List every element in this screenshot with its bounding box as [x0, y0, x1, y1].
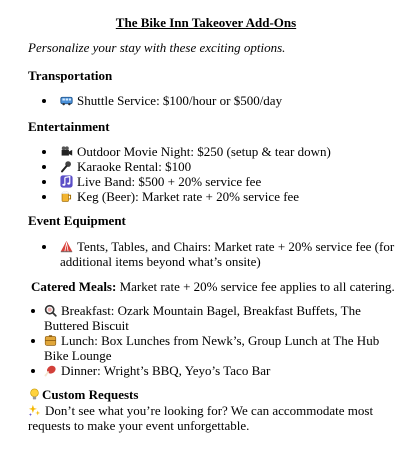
beer-mug-icon — [60, 190, 73, 203]
movie-camera-icon — [60, 145, 73, 158]
lunch-box-icon — [44, 334, 57, 347]
light-bulb-icon — [28, 388, 41, 401]
section-heading-transportation: Transportation — [28, 68, 113, 83]
list-item: Lunch: Box Lunches from Newk’s, Group Lunch at The Hub Bike Lounge — [0, 333, 412, 363]
list-item: Keg (Beer): Market rate + 20% service fee — [0, 189, 412, 204]
bullet — [42, 245, 46, 249]
page-title: The Bike Inn Takeover Add-Ons — [115, 15, 297, 30]
bagel-icon — [44, 304, 57, 317]
shuttle-bus-icon — [60, 94, 73, 107]
bullet — [31, 369, 35, 373]
music-note-icon — [60, 175, 73, 188]
catered-meals-line — [31, 279, 395, 294]
section-heading-entertainment: Entertainment — [28, 119, 110, 134]
bullet — [42, 99, 46, 103]
list-item: Karaoke Rental: $100 — [0, 159, 412, 174]
tent-icon — [60, 240, 73, 253]
custom-requests-text: Don’t see what you’re looking for? We can accommodate most requests to make your event unforgettable. — [28, 403, 374, 433]
bullet — [31, 339, 35, 343]
catered-note: Market rate + 20% service fee applies to all catering. — [119, 279, 395, 294]
catered-list — [0, 303, 412, 378]
list-item: Live Band: $500 + 20% service fee — [0, 174, 412, 189]
section-heading-custom-requests: Custom Requests — [28, 387, 138, 402]
section-heading-catered-meals: Catered Meals: — [31, 279, 117, 294]
bullet — [31, 309, 35, 313]
bullet — [42, 195, 46, 199]
list-item: Breakfast: Ozark Mountain Bagel, Breakfast Buffets, The Buttered Biscuit — [0, 303, 412, 333]
section-heading-event-equipment: Event Equipment — [28, 213, 126, 228]
intro-text: Personalize your stay with these exciting options. — [28, 40, 286, 55]
bullet — [42, 180, 46, 184]
entertainment-list — [0, 144, 412, 204]
meat-icon — [44, 364, 57, 377]
bullet — [42, 150, 46, 154]
microphone-icon — [60, 160, 73, 173]
list-item: Dinner: Wright’s BBQ, Yeyo’s Taco Bar — [0, 363, 412, 378]
bullet — [42, 165, 46, 169]
list-item: Outdoor Movie Night: $250 (setup & tear down) — [0, 144, 412, 159]
document-page: The Bike Inn Takeover Add-Ons Personalize your stay with these exciting options. Transportation Shuttle Service: $100/hour or $500/day Entertainment Outdoor Movie Night: $250 (setup & tear down) Karaoke Rental: $100 Live Band: $500 + 20% service fee Keg (Beer): Market rate + 20% service fee Event Equipment Tents, Tables, and Chairs: Market rate + 20% service fee (for additional items beyond what’s onsite) Catered Meals: Market rate + 20% service fee applies to all catering. Breakfast: Ozark Mountain Bagel, Breakfast Buffets, The Buttered Biscuit Lunch: Box Lunches from Newk’s, Group Lunch at The Hub Bike Lounge Dinner: Wright’s BBQ, Yeyo’s Taco Bar Custom Requests Don’t see what you’re looking for? We can accommodate most requests to make your event unforgettable. — [0, 0, 412, 456]
sparkles-icon — [28, 404, 41, 417]
